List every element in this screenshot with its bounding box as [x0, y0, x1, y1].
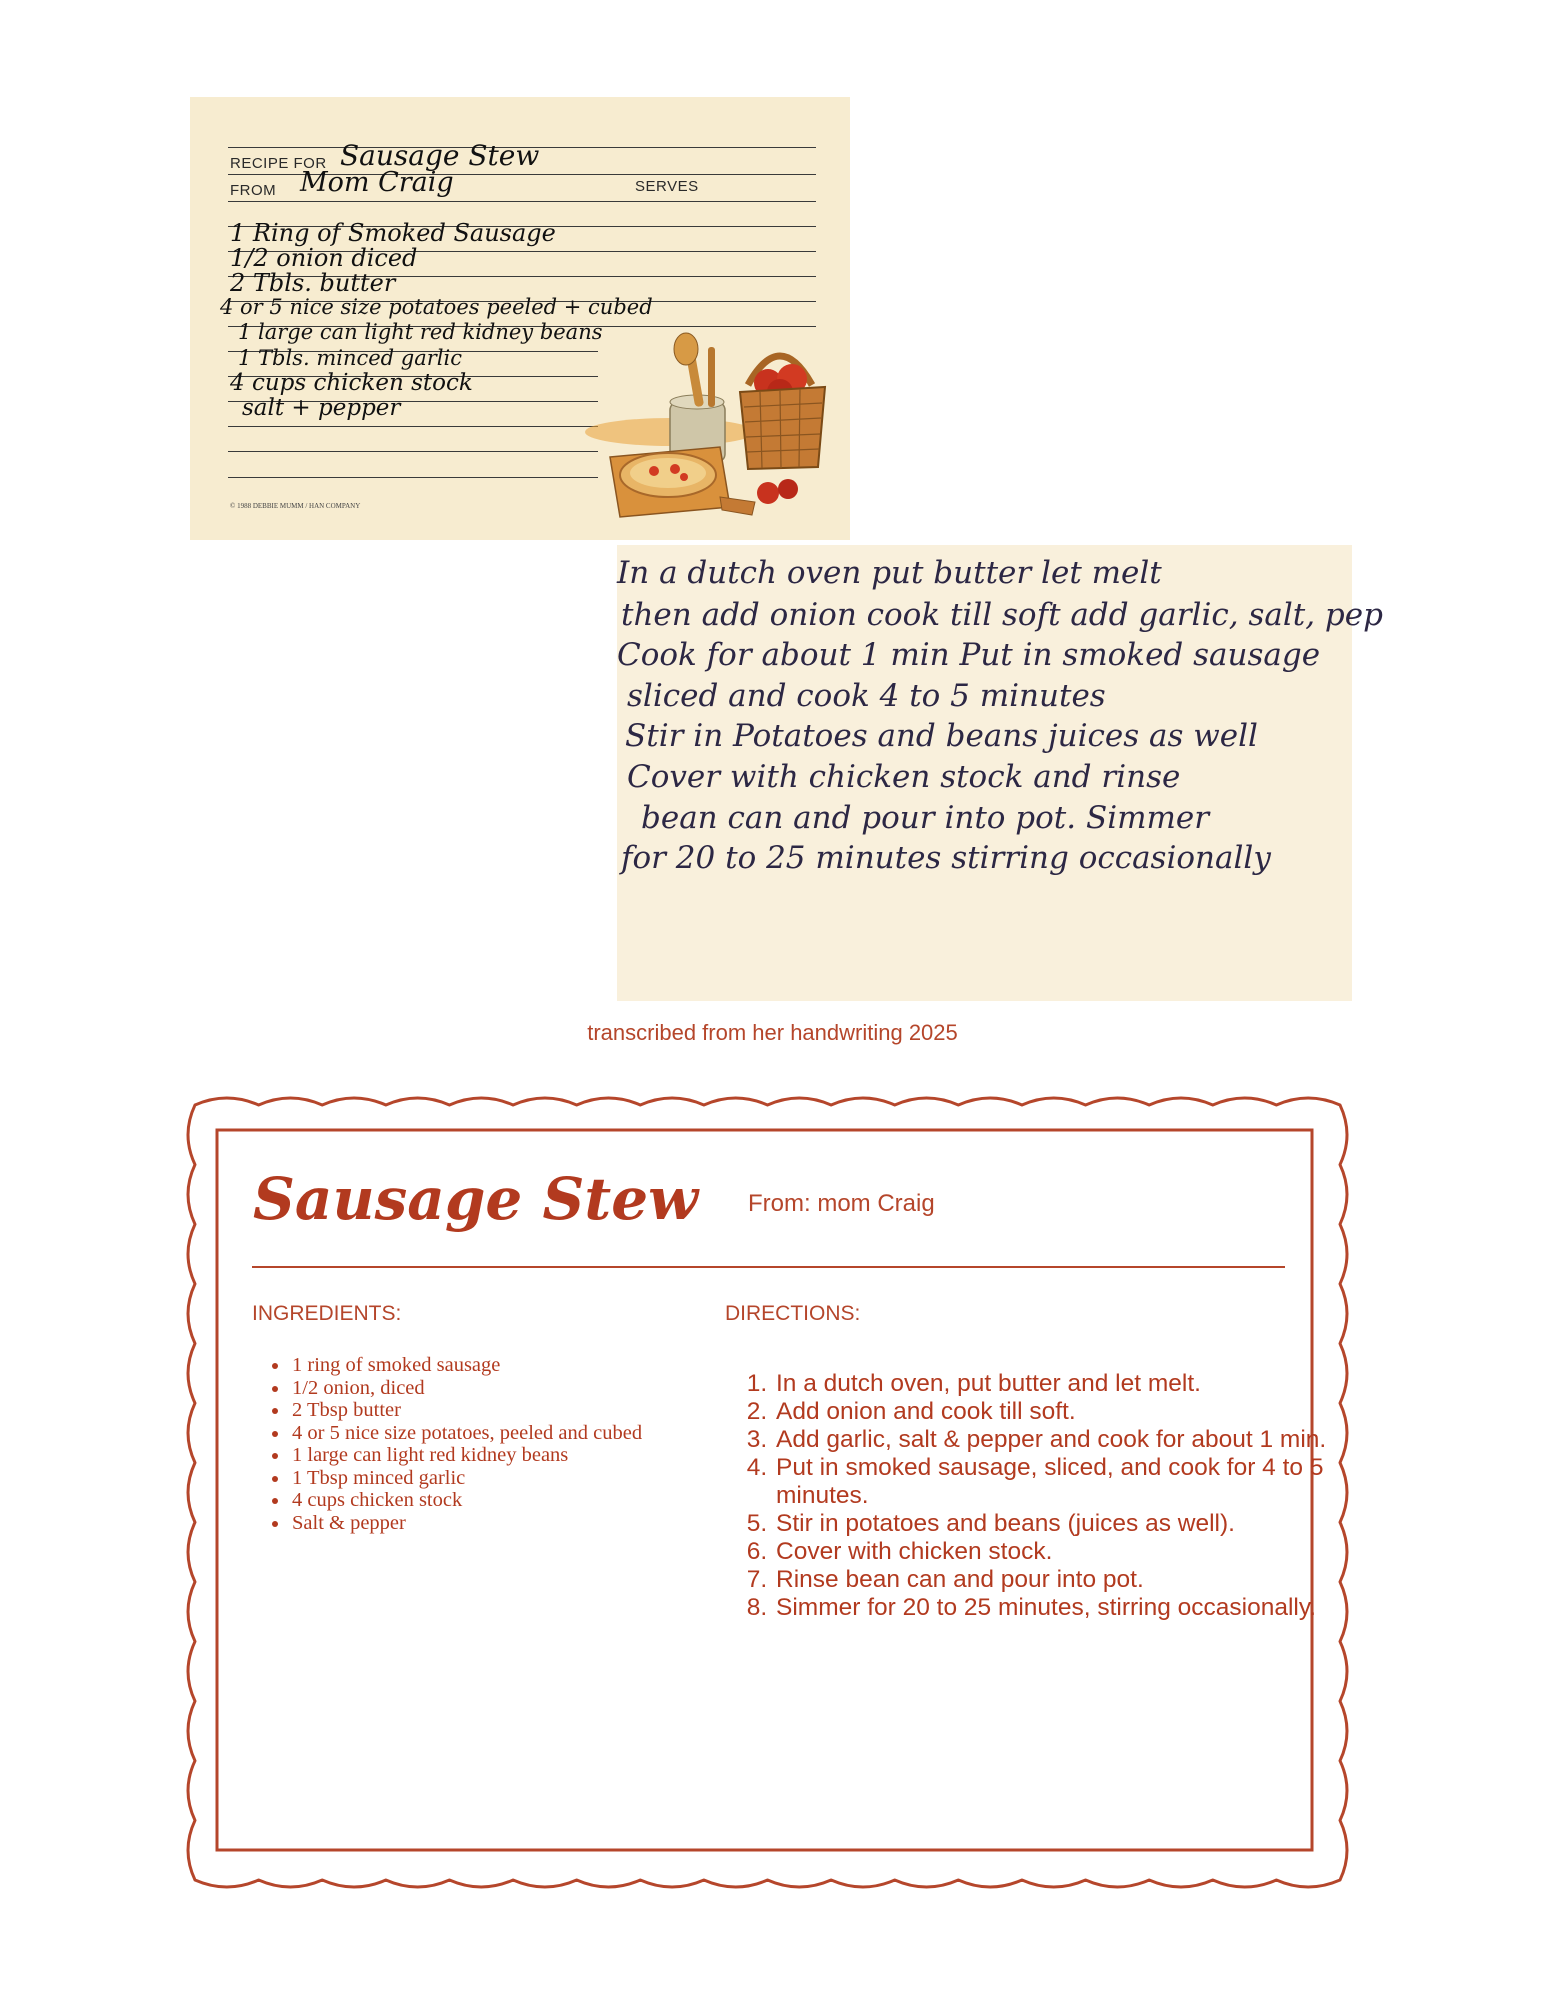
- ingredient-item: • 4 or 5 nice size potatoes, peeled and cubed: [290, 1422, 642, 1445]
- card-back-line: Cook for about 1 min Put in smoked sausage: [617, 637, 1321, 673]
- direction-step: 8. Simmer for 20 to 25 minutes, stirring occasionally.: [774, 1594, 1334, 1622]
- card-line: 1 Tbls. minced garlic: [238, 346, 462, 370]
- ingredient-item: • 1 Tbsp minced garlic: [290, 1467, 642, 1490]
- recipe-for-label: RECIPE FOR: [230, 155, 327, 172]
- card-back-line: bean can and pour into pot. Simmer: [641, 800, 1210, 836]
- ingredient-item: • Salt & pepper: [290, 1512, 642, 1535]
- card-line: 4 or 5 nice size potatoes peeled + cubed: [220, 295, 653, 319]
- ingredient-item: • 1 large can light red kidney beans: [290, 1444, 642, 1467]
- card-line: 1/2 onion diced: [230, 244, 418, 272]
- direction-step: 1. In a dutch oven, put butter and let melt.: [774, 1370, 1334, 1398]
- card-back-line: then add onion cook till soft add garlic, salt, pep: [621, 597, 1383, 633]
- ingredient-item: • 1 ring of smoked sausage: [290, 1354, 642, 1377]
- directions-heading: DIRECTIONS:: [725, 1302, 861, 1325]
- card-back-line: In a dutch oven put butter let melt: [617, 555, 1162, 591]
- card-back-line: sliced and cook 4 to 5 minutes: [627, 678, 1106, 714]
- card-line: 1 Ring of Smoked Sausage: [230, 219, 556, 247]
- card-back-line: Stir in Potatoes and beans juices as well: [625, 718, 1258, 754]
- card-line: 1 large can light red kidney beans: [238, 320, 603, 344]
- ingredients-heading: INGREDIENTS:: [252, 1302, 402, 1325]
- recipe-for-value: Sausage Stew: [340, 139, 540, 172]
- title-divider: [252, 1266, 1285, 1268]
- card-line: 4 cups chicken stock: [230, 370, 473, 396]
- recipe-title: Sausage Stew: [253, 1165, 699, 1233]
- card-line: 2 Tbls. butter: [230, 269, 396, 297]
- recipe-from: From: mom Craig: [748, 1190, 935, 1217]
- direction-step: 3. Add garlic, salt & pepper and cook for about 1 min.: [774, 1426, 1334, 1454]
- direction-step: 6. Cover with chicken stock.: [774, 1538, 1334, 1566]
- ingredient-item: • 2 Tbsp butter: [290, 1399, 642, 1422]
- card-copyright: © 1988 DEBBIE MUMM / HAN COMPANY: [230, 502, 361, 510]
- ingredient-item: • 1/2 onion, diced: [290, 1377, 642, 1400]
- card-back-line: for 20 to 25 minutes stirring occasionally: [621, 840, 1271, 876]
- card-back-line: Cover with chicken stock and rinse: [627, 759, 1181, 795]
- transcription-caption: transcribed from her handwriting 2025: [587, 1020, 958, 1045]
- from-label: FROM: [230, 182, 277, 199]
- direction-step: 7. Rinse bean can and pour into pot.: [774, 1566, 1334, 1594]
- from-value: Mom Craig: [300, 167, 454, 198]
- serves-label: SERVES: [635, 178, 699, 195]
- direction-step: 2. Add onion and cook till soft.: [774, 1398, 1334, 1426]
- card-line: salt + pepper: [242, 395, 401, 421]
- direction-step: 4. Put in smoked sausage, sliced, and cook for 4 to 5 minutes.: [774, 1454, 1334, 1510]
- directions-list: [738, 1370, 1334, 1622]
- ingredients-list: [262, 1354, 642, 1534]
- direction-step: 5. Stir in potatoes and beans (juices as well).: [774, 1510, 1334, 1538]
- ingredient-item: • 4 cups chicken stock: [290, 1489, 642, 1512]
